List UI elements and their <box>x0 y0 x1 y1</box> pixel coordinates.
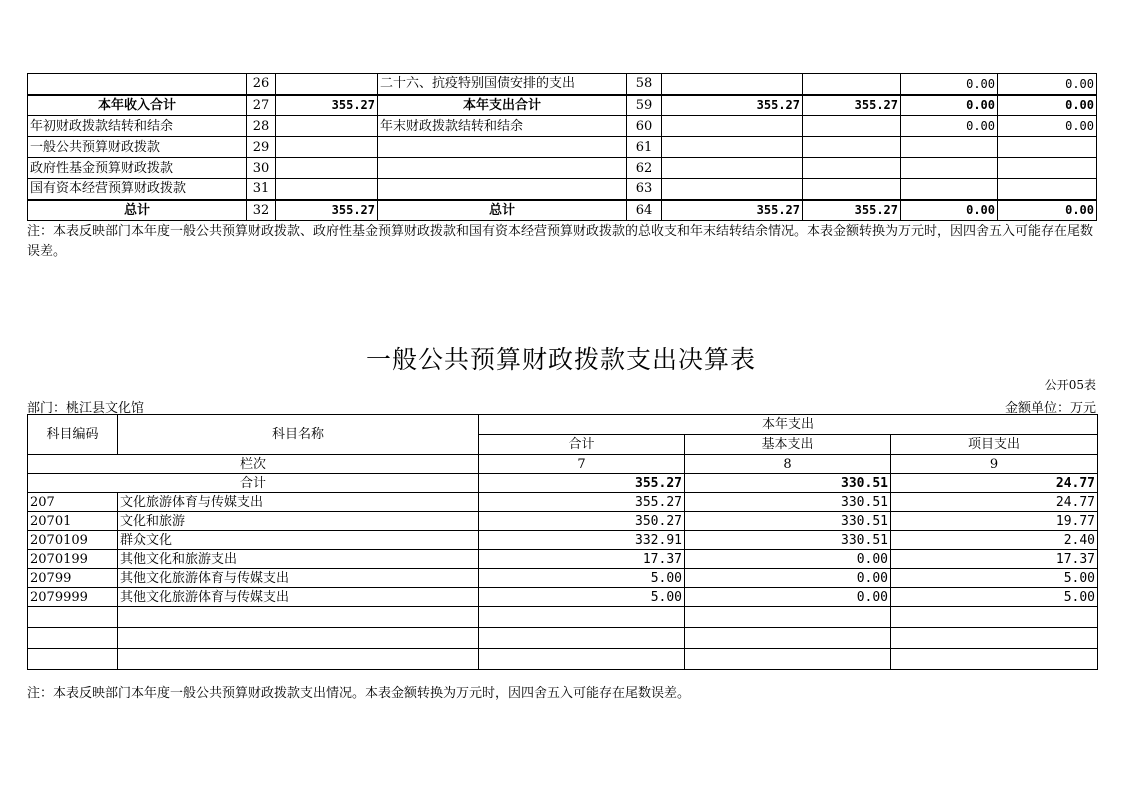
column-number-label: 栏次 <box>28 455 479 474</box>
basic-amount: 330.51 <box>685 512 891 531</box>
project-amount: 5.00 <box>891 569 1098 588</box>
amount-2 <box>803 74 901 95</box>
empty-cell <box>28 628 118 649</box>
left-amount <box>276 137 378 158</box>
subject-name: 其他文化旅游体育与传媒支出 <box>118 569 479 588</box>
column-number-7: 7 <box>479 455 685 474</box>
empty-cell <box>118 628 479 649</box>
empty-cell <box>685 628 891 649</box>
left-line-no: 26 <box>247 74 276 95</box>
table-row <box>28 74 1097 95</box>
right-label <box>378 158 627 179</box>
header-total: 合计 <box>479 435 685 455</box>
expenditure-table <box>27 414 1098 670</box>
amount-1 <box>662 158 803 179</box>
right-label: 二十六、抗疫特别国债安排的支出 <box>378 74 627 95</box>
empty-cell <box>28 607 118 628</box>
amount-3 <box>901 137 998 158</box>
empty-cell <box>479 607 685 628</box>
table-code: 公开05表 <box>1044 378 1096 392</box>
amount-3 <box>901 179 998 200</box>
right-line-no: 61 <box>627 137 662 158</box>
subject-code: 20701 <box>28 512 118 531</box>
project-amount: 2.40 <box>891 531 1098 550</box>
right-label: 年末财政拨款结转和结余 <box>378 116 627 137</box>
subject-code: 20799 <box>28 569 118 588</box>
column-number-8: 8 <box>685 455 891 474</box>
total-amount: 350.27 <box>479 512 685 531</box>
amount-2 <box>803 137 901 158</box>
amount-1 <box>662 137 803 158</box>
total-amount: 355.27 <box>479 474 685 493</box>
table-row <box>28 512 1098 531</box>
amount-1: 355.27 <box>662 95 803 116</box>
amount-2 <box>803 158 901 179</box>
right-line-no: 58 <box>627 74 662 95</box>
table-row <box>28 179 1097 200</box>
table-row <box>28 493 1098 512</box>
left-amount: 355.27 <box>276 95 378 116</box>
amount-3 <box>901 158 998 179</box>
left-line-no: 28 <box>247 116 276 137</box>
basic-amount: 0.00 <box>685 550 891 569</box>
total-amount: 5.00 <box>479 588 685 607</box>
empty-cell <box>118 649 479 670</box>
amount-3: 0.00 <box>901 116 998 137</box>
left-line-no: 30 <box>247 158 276 179</box>
empty-cell <box>479 628 685 649</box>
amount-4: 0.00 <box>998 200 1097 221</box>
subject-name: 其他文化旅游体育与传媒支出 <box>118 588 479 607</box>
amount-4 <box>998 179 1097 200</box>
right-line-no: 64 <box>627 200 662 221</box>
basic-amount: 330.51 <box>685 493 891 512</box>
summary-note: 注：本表反映部门本年度一般公共预算财政拨款、政府性基金预算财政拨款和国有资本经营预算财政拨款的总收支和年末结转结余情况。本表金额转换为万元时，因四舍五入可能存在尾数误差。 <box>27 224 1094 259</box>
basic-amount: 0.00 <box>685 588 891 607</box>
table-row <box>28 200 1097 221</box>
table-row <box>28 550 1098 569</box>
amount-1 <box>662 179 803 200</box>
empty-row <box>28 628 1098 649</box>
left-amount <box>276 116 378 137</box>
subject-code: 2070109 <box>28 531 118 550</box>
basic-amount: 330.51 <box>685 531 891 550</box>
left-label: 一般公共预算财政拨款 <box>28 137 247 158</box>
subject-code: 2079999 <box>28 588 118 607</box>
right-line-no: 63 <box>627 179 662 200</box>
subject-name: 其他文化和旅游支出 <box>118 550 479 569</box>
project-amount: 24.77 <box>891 474 1098 493</box>
table-row <box>28 158 1097 179</box>
amount-1 <box>662 116 803 137</box>
header-name: 科目名称 <box>118 415 479 455</box>
right-line-no: 59 <box>627 95 662 116</box>
left-label <box>28 74 247 95</box>
left-line-no: 27 <box>247 95 276 116</box>
amount-4: 0.00 <box>998 74 1097 95</box>
left-label: 总计 <box>28 200 247 221</box>
left-line-no: 31 <box>247 179 276 200</box>
right-label <box>378 179 627 200</box>
right-label: 总计 <box>378 200 627 221</box>
subject-name: 文化旅游体育与传媒支出 <box>118 493 479 512</box>
empty-cell <box>118 607 479 628</box>
amount-2 <box>803 179 901 200</box>
left-line-no: 29 <box>247 137 276 158</box>
project-amount: 19.77 <box>891 512 1098 531</box>
total-row <box>28 474 1098 493</box>
total-amount: 17.37 <box>479 550 685 569</box>
empty-row <box>28 607 1098 628</box>
basic-amount: 330.51 <box>685 474 891 493</box>
table-row <box>28 137 1097 158</box>
project-amount: 24.77 <box>891 493 1098 512</box>
column-number-row <box>28 455 1098 474</box>
amount-4: 0.00 <box>998 95 1097 116</box>
amount-2: 355.27 <box>803 95 901 116</box>
table-row <box>28 569 1098 588</box>
left-line-no: 32 <box>247 200 276 221</box>
amount-3: 0.00 <box>901 74 998 95</box>
empty-cell <box>891 607 1098 628</box>
empty-cell <box>891 628 1098 649</box>
department-label: 部门：桃江县文化馆 <box>27 401 145 416</box>
right-label: 本年支出合计 <box>378 95 627 116</box>
amount-2 <box>803 116 901 137</box>
left-amount: 355.27 <box>276 200 378 221</box>
total-amount: 332.91 <box>479 531 685 550</box>
header-code: 科目编码 <box>28 415 118 455</box>
column-number-9: 9 <box>891 455 1098 474</box>
empty-cell <box>891 649 1098 670</box>
empty-cell <box>685 607 891 628</box>
table-row <box>28 531 1098 550</box>
left-amount <box>276 179 378 200</box>
left-amount <box>276 158 378 179</box>
right-line-no: 62 <box>627 158 662 179</box>
subject-name: 文化和旅游 <box>118 512 479 531</box>
amount-4 <box>998 137 1097 158</box>
amount-2: 355.27 <box>803 200 901 221</box>
total-amount: 355.27 <box>479 493 685 512</box>
left-label: 年初财政拨款结转和结余 <box>28 116 247 137</box>
amount-4: 0.00 <box>998 116 1097 137</box>
amount-1: 355.27 <box>662 200 803 221</box>
amount-3: 0.00 <box>901 200 998 221</box>
total-label: 合计 <box>28 474 479 493</box>
empty-cell <box>479 649 685 670</box>
right-line-no: 60 <box>627 116 662 137</box>
header-row <box>28 415 1098 435</box>
basic-amount: 0.00 <box>685 569 891 588</box>
right-label <box>378 137 627 158</box>
header-project: 项目支出 <box>891 435 1098 455</box>
expenditure-note: 注：本表反映部门本年度一般公共预算财政拨款支出情况。本表金额转换为万元时，因四舍五入可能存在尾数误差。 <box>27 686 691 701</box>
amount-4 <box>998 158 1097 179</box>
left-amount <box>276 74 378 95</box>
empty-row <box>28 649 1098 670</box>
subject-name: 群众文化 <box>118 531 479 550</box>
left-label: 政府性基金预算财政拨款 <box>28 158 247 179</box>
subject-code: 207 <box>28 493 118 512</box>
page-title: 一般公共预算财政拨款支出决算表 <box>365 345 756 374</box>
project-amount: 17.37 <box>891 550 1098 569</box>
header-current-year: 本年支出 <box>479 415 1098 435</box>
header-basic: 基本支出 <box>685 435 891 455</box>
table-row <box>28 95 1097 116</box>
empty-cell <box>28 649 118 670</box>
empty-cell <box>685 649 891 670</box>
summary-table <box>27 73 1097 221</box>
table-row <box>28 588 1098 607</box>
subject-code: 2070199 <box>28 550 118 569</box>
project-amount: 5.00 <box>891 588 1098 607</box>
left-label: 本年收入合计 <box>28 95 247 116</box>
amount-1 <box>662 74 803 95</box>
unit-label: 金额单位：万元 <box>1004 401 1096 416</box>
total-amount: 5.00 <box>479 569 685 588</box>
left-label: 国有资本经营预算财政拨款 <box>28 179 247 200</box>
amount-3: 0.00 <box>901 95 998 116</box>
table-row <box>28 116 1097 137</box>
